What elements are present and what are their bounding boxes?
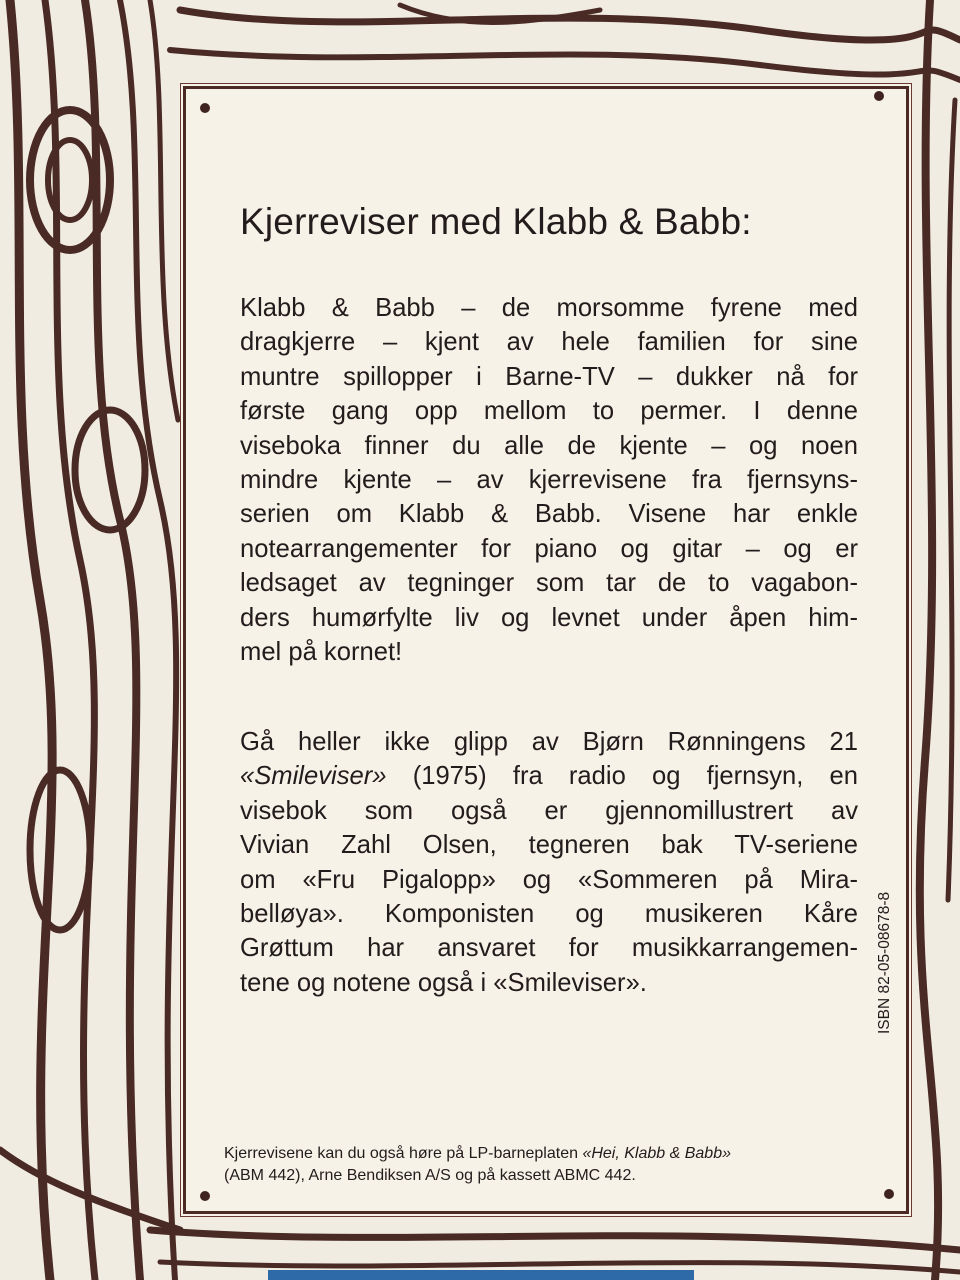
paragraph-line: ledsaget av tegninger som tar de to vagabon- xyxy=(240,569,858,598)
notice-panel xyxy=(183,86,909,1214)
paragraph-line: serien om Klabb & Babb. Visene har enkle xyxy=(240,500,858,529)
paragraph-line: viseboka finner du alle de kjente – og noen xyxy=(240,431,858,460)
paragraph-line: Gå heller ikke glipp av Bjørn Rønningens 21 xyxy=(240,728,858,756)
nail-bottom-left xyxy=(200,1191,210,1201)
paragraph-line: om «Fru Pigalopp» og «Sommeren på Mira- xyxy=(240,865,858,894)
paragraph-line: Klabb & Babb – de morsomme fyrene med xyxy=(240,294,858,322)
paragraph-line: Vivian Zahl Olsen, tegneren bak TV-seriene xyxy=(240,831,858,860)
paragraph-line: tene og notene også i «Smileviser». xyxy=(240,968,647,997)
nail-top-left xyxy=(200,103,210,113)
paragraph-line: dragkjerre – kjent av hele familien for sine xyxy=(240,328,858,357)
book-title-smileviser: «Smileviser» xyxy=(240,762,387,791)
paragraph-line: visebok som også er gjennomillustrert av xyxy=(240,796,858,825)
footnote xyxy=(224,1143,844,1187)
paragraph-line: belløya». Komponisten og musikeren Kåre xyxy=(240,899,858,928)
record-title: «Hei, Klabb & Babb» xyxy=(582,1145,731,1162)
description-paragraph xyxy=(240,291,858,669)
paragraph-line: mindre kjente – av kjerrevisene fra fjernsyns- xyxy=(240,465,858,494)
nail-bottom-right xyxy=(884,1189,894,1199)
paragraph-line xyxy=(240,759,858,793)
recommendation-paragraph xyxy=(240,725,858,1000)
nail-top-right xyxy=(874,91,884,101)
paragraph-line-rest: (1975) fra radio og fjernsyn, en xyxy=(386,762,858,791)
paragraph-line: muntre spillopper i Barne-TV – dukker nå for xyxy=(240,362,858,391)
footnote-line xyxy=(224,1143,844,1165)
blue-strip xyxy=(268,1270,694,1280)
paragraph-line: første gang opp mellom to permer. I denne xyxy=(240,397,858,426)
footnote-line: (ABM 442), Arne Bendiksen A/S og på kassett ABMC 442. xyxy=(224,1167,636,1184)
paragraph-line: ders humørfylte liv og levnet under åpen him- xyxy=(240,603,858,632)
paragraph-line: mel på kornet! xyxy=(240,637,403,666)
isbn-number: ISBN 82-05-08678-8 xyxy=(876,891,893,1034)
paragraph-line: notearrangementer for piano og gitar – og er xyxy=(240,534,858,563)
paragraph-line: Grøttum har ansvaret for musikkarrangemen- xyxy=(240,934,858,963)
footnote-text: Kjerrevisene kan du også høre på LP-barneplaten xyxy=(224,1145,583,1162)
page-title: Kjerreviser med Klabb & Babb: xyxy=(240,201,752,242)
